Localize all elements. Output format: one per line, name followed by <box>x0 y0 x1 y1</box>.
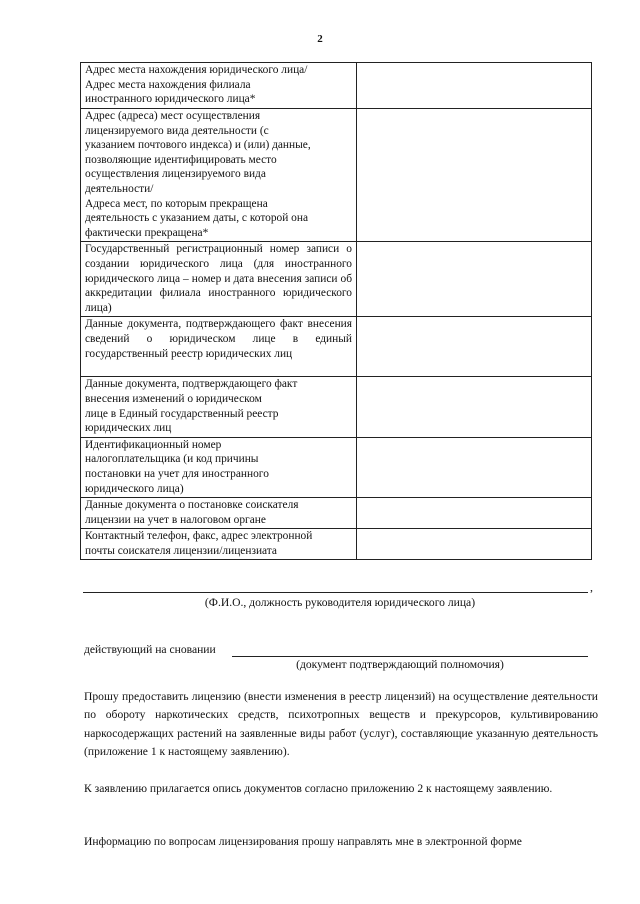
table-row <box>81 498 592 529</box>
row-value-tax-registration[interactable] <box>357 498 592 529</box>
request-paragraph: Прошу предоставить лицензию (внести изменения в реестр лицензий) на осуществлениe деятельности по обороту наркотических средств, психотропных веществ и прекурсоров, культивированию наркосодержащих растений на заявленные виды работ (услуг), составляющие указанную деятельность (приложение 1 к настоящему заявлению). <box>84 690 598 759</box>
applicant-info-table <box>80 62 592 560</box>
signature-caption: (Ф.И.О., должность руководителя юридического лица) <box>204 596 476 609</box>
row-value-egrul-changes[interactable] <box>357 377 592 437</box>
signature-line[interactable] <box>83 592 588 593</box>
acting-basis-label: действующий на сновании <box>84 643 216 656</box>
info-paragraph: Информацию по вопросам лицензирования прошу направлять мне в электронной форме <box>84 835 522 848</box>
table-row <box>81 109 592 242</box>
row-value-activity-addresses[interactable] <box>357 109 592 242</box>
attachment-paragraph: К заявлению прилагается опись документов согласно приложению 2 к настоящему заявлению. <box>84 782 553 795</box>
row-value-registration-number[interactable] <box>357 242 592 317</box>
table-row <box>81 63 592 109</box>
table-row <box>81 317 592 377</box>
table-row <box>81 529 592 560</box>
row-label-contacts: Контактный телефон, факс, адрес электронной почты соискателя лицензии/лицензиата <box>81 529 357 560</box>
row-label-registration-number: Государственный регистрационный номер записи о создании юридического лица (для иностранного юридического лица – номер и дата внесения записи об аккредитации филиала иностранного юридического лица) <box>81 242 357 317</box>
table-row <box>81 242 592 317</box>
row-label-activity-addresses: Адрес (адреса) мест осуществления лицензируемого вида деятельности (с указанием почтового индекса) и (или) данные, позволяющие идентифицировать место осуществления лицензируемого вида деятельности/ Адреса мест, по которым прекращена деятельность с указанием даты, с которой она фактически прекращена* <box>81 109 357 242</box>
row-value-contacts[interactable] <box>357 529 592 560</box>
row-value-inn[interactable] <box>357 437 592 497</box>
row-value-legal-address[interactable] <box>357 63 592 109</box>
acting-basis-line[interactable] <box>232 656 588 657</box>
row-label-inn: Идентификационный номер налогоплательщика (и код причины постановки на учет для иностранного юридического лица) <box>81 437 357 497</box>
table-row <box>81 437 592 497</box>
acting-basis-caption: (документ подтверждающий полномочия) <box>296 658 504 671</box>
row-label-tax-registration: Данные документа о постановке соискателя лицензии на учет в налоговом органе <box>81 498 357 529</box>
row-label-legal-address: Адрес места нахождения юридического лица/ Адрес места нахождения филиала иностранного юридического лица* <box>81 63 357 109</box>
signature-comma: , <box>590 580 593 594</box>
page-number: 2 <box>317 33 323 45</box>
row-value-egrul-document[interactable] <box>357 317 592 377</box>
table-row <box>81 377 592 437</box>
row-label-egrul-changes: Данные документа, подтверждающего факт внесения изменений о юридическом лице в Единый государственный реестр юридических лиц <box>81 377 357 437</box>
row-label-egrul-document: Данные документа, подтверждающего факт внесения сведений о юридическом лице в единый государственный реестр юридических лиц <box>81 317 357 377</box>
